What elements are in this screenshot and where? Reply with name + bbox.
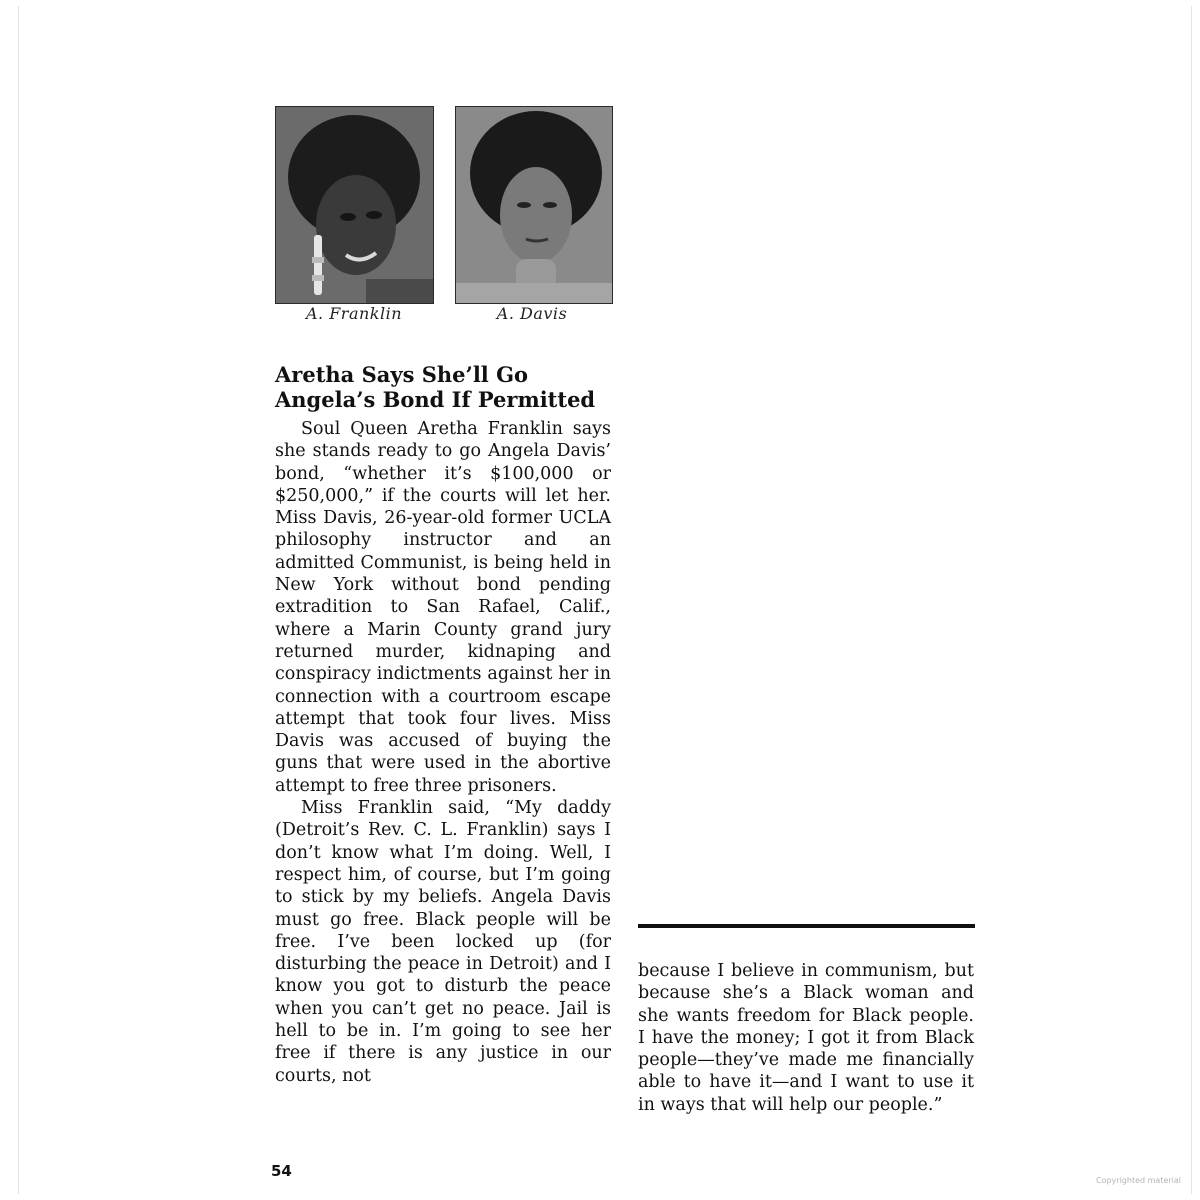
- photo-angela-davis: [455, 106, 613, 304]
- article-paragraph-1: Soul Queen Aretha Franklin says she stands ready to go Angela Davis’ bond, “whether it’s $100,000 or $250,000,” if the courts will let her. Miss Davis, 26-year-old former UCLA philosophy instructor and an admitted Communist, is being held in New York without bond pending extradition to San Rafael, Calif., where a Marin County grand jury returned murder, kidnaping and conspiracy indictments against her in connection with a courtroom escape attempt that took four lives. Miss Davis was accused of buying the guns that were used in the abortive attempt to free three prisoners.: [275, 419, 611, 796]
- page-number: 54: [271, 1162, 292, 1180]
- article-continuation: because I believe in communism, but because she’s a Black woman and she wants freedom for Black people. I have the money; I got it from Black people—they’ve made me financially able to have it—and I want to use it in ways that will help our people.”: [638, 961, 974, 1115]
- photo-aretha-franklin: [275, 106, 434, 304]
- article-column-left: [275, 418, 611, 1087]
- column-divider-rule: [638, 924, 975, 928]
- copyright-watermark: Copyrighted material: [1096, 1176, 1182, 1185]
- article-column-right: [638, 960, 974, 1116]
- headline-line-2: Angela’s Bond If Permitted: [275, 387, 596, 412]
- photo-caption-franklin: A. Franklin: [305, 304, 403, 323]
- article-paragraph-2: Miss Franklin said, “My daddy (Detroit’s Rev. C. L. Franklin) says I don’t know what I’m doing. Well, I respect him, of course, but I’m going to stick by my beliefs. Angela Davis must go free. Black people will be free. I’ve been locked up (for disturbing the peace in Detroit) and I know you got to disturb the peace when you can’t get no peace. Jail is hell to be in. I’m going to see her free if there is any justice in our courts, not: [275, 798, 611, 1086]
- magazine-page: [18, 6, 1192, 1194]
- photo-caption-davis: A. Davis: [496, 304, 568, 323]
- article-headline: [275, 362, 625, 412]
- headline-line-1: Aretha Says She’ll Go: [275, 362, 529, 387]
